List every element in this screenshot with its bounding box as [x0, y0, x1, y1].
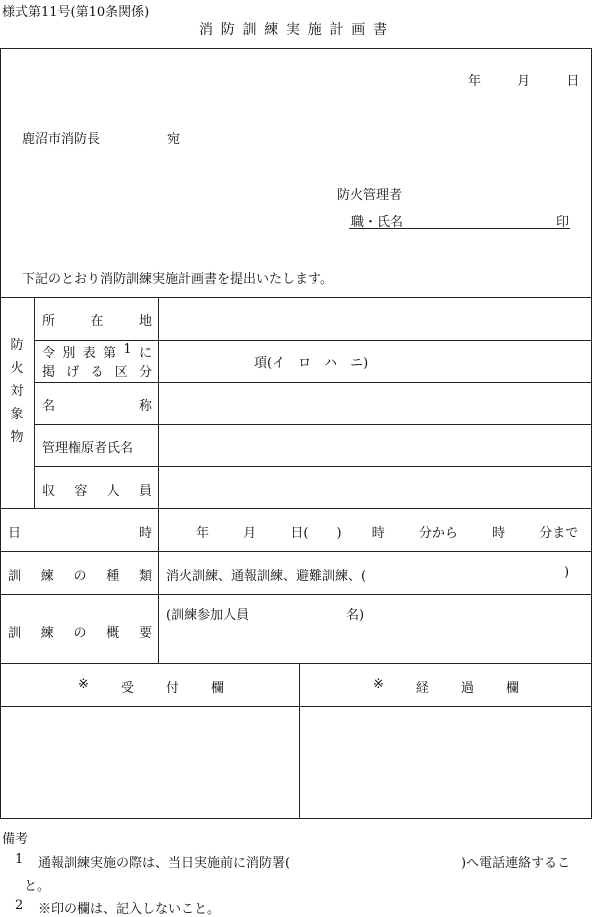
name-field[interactable]	[166, 387, 586, 421]
progress-column-header: ※ 経 過 欄	[373, 677, 519, 696]
note-1-text-a: 通報訓練実施の際は、当日実施前に消防署(	[38, 856, 291, 871]
progress-box	[301, 708, 589, 816]
title-char: 防	[220, 22, 235, 38]
note-2-number: 2	[15, 898, 24, 913]
notes-heading: 備考	[2, 832, 29, 847]
date-line	[468, 70, 579, 89]
note-1-text-b: )へ電話連絡するこ	[461, 856, 571, 871]
location-field[interactable]	[166, 302, 586, 336]
manager-label: 防火管理者	[337, 188, 403, 203]
seal-label: 印	[556, 215, 570, 230]
title-char: 画	[351, 22, 366, 38]
object-vertical-label: 防 火 対 象 物	[10, 338, 24, 445]
addressee: 鹿沼市消防長	[22, 132, 101, 147]
submission-statement: 下記のとおり消防訓練実施計画書を提出いたします。	[22, 272, 333, 287]
note-2-text: ※印の欄は、記入しないこと。	[38, 902, 221, 917]
title-char: 訓	[242, 22, 257, 38]
classification-value[interactable]: 項(イ ロ ハ ニ)	[254, 356, 369, 371]
capacity-field[interactable]	[166, 471, 586, 505]
title-char: 施	[307, 22, 322, 38]
training-type-value[interactable]: 消火訓練、通報訓練、避難訓練、(	[166, 569, 367, 584]
note-1-text-c: と。	[24, 879, 51, 894]
training-summary-field[interactable]	[166, 624, 586, 660]
day-label: 日	[566, 74, 580, 89]
year-label: 年	[468, 74, 482, 89]
note-1-number: 1	[15, 852, 24, 867]
classification-label-line1: 令 別 表 第 1 に	[42, 342, 152, 361]
reception-box	[2, 708, 298, 816]
name-label: 名 称	[42, 399, 152, 414]
location-label: 所 在 地	[42, 314, 152, 329]
document-title	[199, 19, 387, 39]
datetime-label: 日 時	[8, 526, 152, 541]
title-char: 消	[199, 22, 213, 38]
participants-prefix: (訓練参加人員	[166, 608, 250, 623]
reception-column-header: ※ 受 付 欄	[78, 677, 224, 696]
title-char: 実	[286, 22, 300, 38]
participants-suffix: 名)	[346, 608, 365, 623]
training-type-close: )	[564, 565, 570, 580]
month-label: 月	[517, 74, 531, 89]
title-char: 書	[373, 22, 387, 38]
owner-name-label: 管理権原者氏名	[42, 441, 134, 456]
training-type-label: 訓 練 の 種 類	[8, 569, 152, 584]
owner-name-field[interactable]	[166, 429, 586, 463]
addressee-suffix: 宛	[167, 132, 181, 147]
classification-label-line2: 掲 げ る 区 分	[42, 365, 152, 380]
title-char: 練	[264, 22, 279, 38]
training-summary-label: 訓 練 の 概 要	[8, 626, 152, 641]
capacity-label: 収 容 人 員	[42, 484, 152, 499]
title-name-label: 職・氏名	[351, 215, 404, 230]
datetime-value[interactable]: 年 月 日( ) 時 分から 時 分まで	[196, 526, 579, 541]
title-char: 計	[329, 22, 344, 38]
form-number: 様式第11号(第10条関係)	[2, 5, 150, 20]
